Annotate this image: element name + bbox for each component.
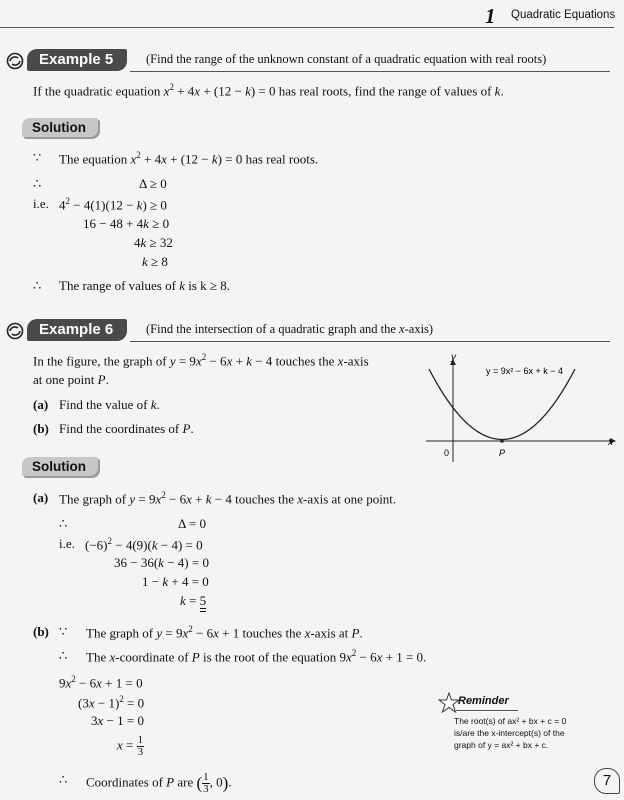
point-p-marker [500,439,504,443]
k-result: k = 5 [180,593,207,608]
reminder-box [448,695,598,762]
example-swirl-icon [6,52,24,70]
example-6-badge: Example 6 [27,319,127,341]
because-symbol: ∵ [59,624,68,639]
reminder-line-3: graph of y = ax² + bx + c. [454,740,549,750]
part-a-question: Find the value of k. [59,397,160,412]
solution-b-label: (b) [33,624,49,639]
equation-line: Δ = 0 [178,516,206,531]
example-5-question: If the quadratic equation $x^2 + 4x + (12 - k) = 0$ has real roots, find the range of values of k. [33,82,504,99]
example-5-conclusion: The range of values of k is k ≥ 8. [59,278,231,293]
part-a-label: (a) [33,397,49,412]
equation-line: 16 − 48 + 4k ≥ 0 [83,216,170,231]
equation-line: $9x^2 - 6x + 1 = 0$ [59,674,143,691]
x-result: x = $\frac{1}{3}$ [117,734,144,758]
reminder-line-2: is/are the x-intercept(s) of the [454,728,565,738]
x-axis-label: x [608,437,613,448]
page-number: 7 [594,768,620,794]
therefore-symbol: ∴ [33,176,42,191]
equation-line: 36 − 36(k − 4) = 0 [114,555,209,570]
header-rule [0,27,614,28]
equation-line: 3x − 1 = 0 [91,713,144,728]
example-6-question-line1: In the figure, the graph of $y = 9x^2 - 6x + k - 4$ touches the x-axis [33,352,369,369]
coordinates-result: Coordinates of P are ( $\frac{1}{3}$ , 0). [86,771,232,795]
example-5-solution-badge: Solution [22,118,98,137]
example-6-rule [130,341,610,342]
equation-line: k ≥ 8 [142,254,168,269]
reminder-title-rule [456,710,518,711]
example-5-rule [130,71,610,72]
therefore-symbol: ∴ [59,772,68,787]
example-5-badge: Example 5 [27,49,127,71]
solution-b-intro: The graph of $y = 9x^2 - 6x + 1$ touches the x-axis at P. [86,624,363,641]
equation-line: $(3x - 1)^2 = 0$ [78,694,145,711]
example-6-solution-badge: Solution [22,457,98,476]
equation-line: $4^2 - 4(1)(12 - k) \ge 0$ [59,196,167,213]
equation-line: 4k ≥ 32 [134,235,173,250]
part-b-label: (b) [33,421,49,436]
fraction-one-third: $\frac{1}{3}$ [137,734,144,758]
because-symbol: ∵ [33,150,42,165]
chapter-title: Quadratic Equations [511,9,616,21]
parabola-figure [420,350,620,465]
ie-label: i.e. [59,536,75,551]
example-6-description: (Find the intersection of a quadratic graph and the x-axis) [146,322,434,336]
point-p-label: P [499,448,506,458]
chapter-number: 1 [485,4,496,28]
therefore-symbol: ∴ [59,648,68,663]
therefore-symbol: ∴ [59,516,68,531]
reminder-line-1: The root(s) of ax² + bx + c = 0 [454,716,567,726]
equation-line: $(-6)^2 - 4(9)(k - 4) = 0$ [85,536,203,553]
solution-a-label: (a) [33,490,49,505]
curve-label: y = 9x² − 6x + k − 4 [486,366,564,376]
therefore-symbol: ∴ [33,278,42,293]
equation-line: 1 − k + 4 = 0 [142,574,209,589]
solution-a-intro: The graph of $y = 9x^2 - 6x + k - 4$ touches the x-axis at one point. [59,490,397,507]
part-b-question: Find the coordinates of P. [59,421,194,436]
y-axis-label: y [451,352,456,363]
equation-line: Δ ≥ 0 [139,176,167,191]
example-swirl-icon [6,322,24,340]
ie-label: i.e. [33,196,49,211]
solution-b-root-line: The x-coordinate of P is the root of the equation $9x^2 - 6x + 1 = 0$. [86,648,427,665]
parabola-curve [429,369,575,440]
example-5-description: (Find the range of the unknown constant of a quadratic equation with real roots) [146,52,547,66]
example-6-question-line2: at one point P. [33,372,109,387]
origin-label: 0 [444,448,450,458]
reminder-title: Reminder [458,695,509,707]
example-5-because-line: The equation $x^2 + 4x + (12 - k) = 0$ has real roots. [59,150,319,167]
